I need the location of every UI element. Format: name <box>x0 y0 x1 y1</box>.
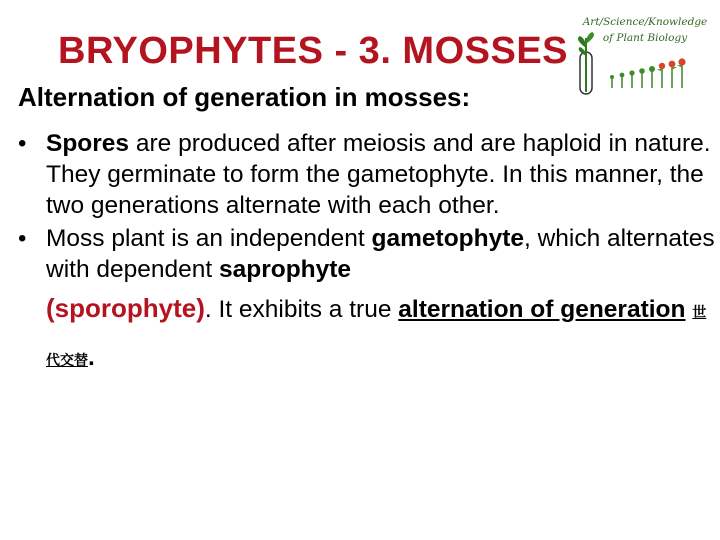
term-spores: Spores <box>46 130 130 157</box>
bullet-end: . <box>88 344 95 371</box>
bullet-dot: • <box>18 130 27 157</box>
logo-line-1: Art/Science/Knowledge <box>582 16 708 28</box>
bullet-text: are produced after meiosis and are haploid in nature. They germinate to form the gametophyte. In this manner, the two generations alternate with each other. <box>46 130 711 219</box>
term-gametophyte: gametophyte <box>371 225 524 252</box>
bullet-dot: • <box>18 225 27 252</box>
term-saprophyte: saprophyte <box>219 256 352 283</box>
bullet-text: Moss plant is an independent <box>46 225 372 252</box>
bullet-item-spores <box>18 128 718 221</box>
term-cjk: 世代交替 <box>46 304 707 368</box>
bullet-list <box>18 128 718 383</box>
term-alternation-of-generation: alternation of generation <box>398 296 686 323</box>
bullet-text: . It exhibits a true <box>204 296 399 323</box>
logo-text <box>580 14 710 46</box>
plant-biology-logo <box>560 8 710 100</box>
logo-line-2: of Plant Biology <box>602 32 688 44</box>
term-sporophyte: (sporophyte) <box>46 293 205 323</box>
slide-subtitle: Alternation of generation in mosses: <box>18 82 471 112</box>
slide-title: BRYOPHYTES - 3. MOSSES <box>58 30 569 72</box>
bullet-text: , which alternates with dependent <box>46 225 715 283</box>
bullet-item-moss-plant <box>18 223 718 383</box>
